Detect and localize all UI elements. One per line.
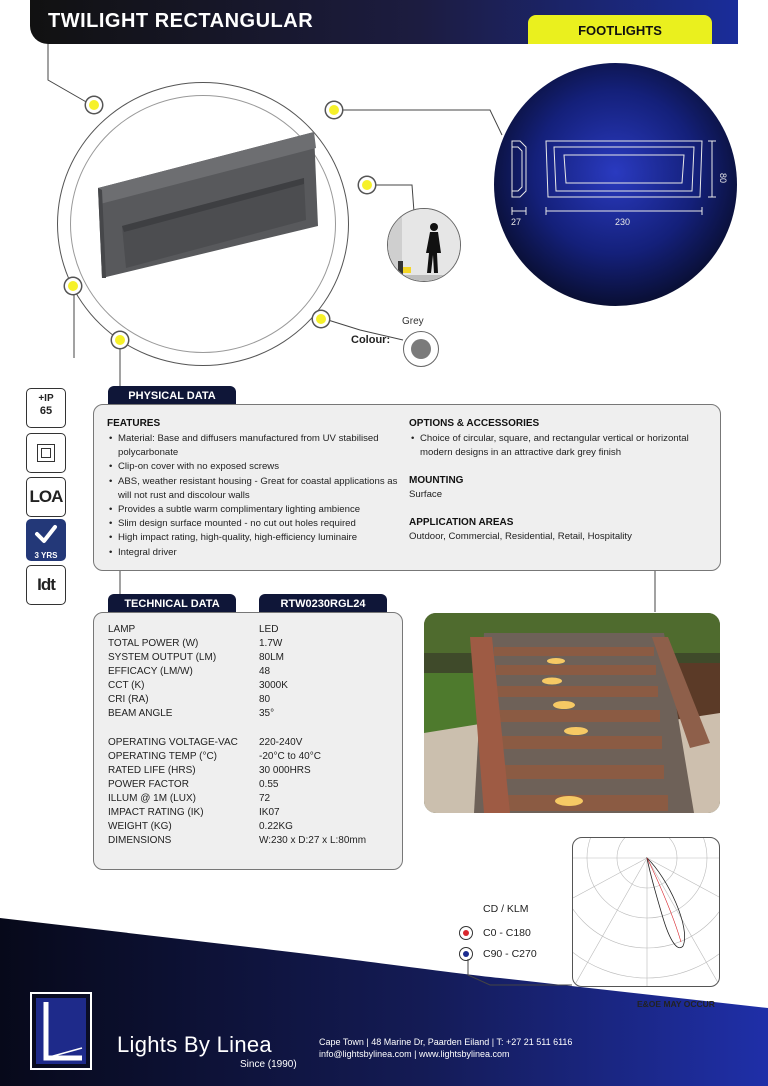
disclaimer: E&OE MAY OCCUR	[637, 999, 715, 1009]
options-list	[409, 432, 705, 460]
contact-email-web: info@lightsbylinea.com | www.lightsbylinea.com	[319, 1049, 510, 1059]
product-fixture-image	[92, 128, 322, 280]
table-row	[108, 737, 398, 751]
table-row	[108, 751, 398, 765]
list-item: • Choice of circular, square, and rectangular vertical or horizontal modern designs in an attractive dark grey finish	[409, 432, 705, 460]
lights-by-linea-logo	[30, 992, 92, 1070]
colour-swatch-fill	[411, 339, 431, 359]
table-row	[108, 779, 398, 793]
callout-dot	[359, 177, 375, 193]
idt-badge: Idt	[26, 565, 66, 605]
tech-value: LED	[259, 624, 279, 635]
tech-value: 80LM	[259, 652, 285, 663]
table-row	[108, 821, 398, 835]
tech-value: 35°	[259, 708, 275, 719]
stairs-photo-illustration	[424, 613, 720, 813]
tech-key: RATED LIFE (HRS)	[108, 765, 196, 776]
physical-data-tab: PHYSICAL DATA	[108, 386, 236, 405]
callout-dot	[112, 332, 128, 348]
brand-name: Lights By Linea	[117, 1032, 272, 1057]
callout-dot	[65, 278, 81, 294]
tech-key: BEAM ANGLE	[108, 708, 173, 719]
options-heading: OPTIONS & ACCESSORIES	[409, 418, 540, 429]
table-row	[108, 652, 398, 666]
list-item: • Integral driver	[107, 546, 399, 560]
tech-value: 80	[259, 694, 271, 705]
table-row	[108, 765, 398, 779]
tech-value: 30 000HRS	[259, 765, 311, 776]
colour-swatch	[403, 331, 439, 367]
tech-key: SYSTEM OUTPUT (LM)	[108, 652, 217, 663]
tech-key: CCT (K)	[108, 680, 145, 691]
application-photo	[424, 613, 720, 813]
list-item: • Material: Base and diffusers manufactured from UV stabilised polycarbonate	[107, 432, 399, 460]
contact-address: Cape Town | 48 Marine Dr, Paarden Eiland | T: +27 21 511 6116	[319, 1037, 573, 1047]
table-row	[108, 694, 398, 708]
checkmark-icon	[34, 523, 58, 545]
tech-key: TOTAL POWER (W)	[108, 638, 199, 649]
product-code-tab: RTW0230RGL24	[259, 594, 387, 613]
application-areas-heading: APPLICATION AREAS	[409, 517, 514, 528]
person-silhouette-icon	[388, 209, 461, 282]
mounting-value: Surface	[409, 489, 443, 500]
colour-label: Colour:	[351, 334, 391, 346]
polar-connector-line	[460, 955, 660, 995]
tech-value: 3000K	[259, 680, 288, 691]
brand-since: Since (1990)	[240, 1059, 297, 1070]
category-tab: FOOTLIGHTS	[528, 15, 712, 44]
warranty-years: 3 YRS	[34, 551, 58, 560]
tech-key: DIMENSIONS	[108, 835, 172, 846]
list-item: • Slim design surface mounted - no cut out holes required	[107, 517, 399, 531]
features-list	[107, 432, 399, 560]
table-row	[108, 680, 398, 694]
colour-name: Grey	[402, 316, 424, 327]
loa-badge: LOA	[26, 477, 66, 517]
list-item: • Provides a subtle warm complimentary lighting ambience	[107, 503, 399, 517]
table-row	[108, 793, 398, 807]
dim-height: 80	[718, 173, 728, 184]
callout-dot	[313, 311, 329, 327]
tech-key: WEIGHT (KG)	[108, 821, 172, 832]
table-row	[108, 835, 398, 849]
tech-key: OPERATING TEMP (°C)	[108, 751, 218, 762]
tech-value: IK07	[259, 807, 280, 818]
list-item: • ABS, weather resistant housing - Great for coastal applications as will not rust and discolour walls	[107, 475, 399, 503]
tech-key: ILLUM @ 1M (LUX)	[108, 793, 196, 804]
ip-label: +IP	[38, 393, 54, 404]
dim-length: 230	[615, 217, 631, 227]
list-item: • Clip-on cover with no exposed screws	[107, 460, 399, 474]
table-row	[108, 807, 398, 821]
warranty-badge	[26, 519, 66, 561]
mounting-heading: MOUNTING	[409, 475, 464, 486]
ip-value: 65	[39, 405, 53, 417]
callout-dot	[326, 102, 342, 118]
dim-depth: 27	[511, 217, 522, 227]
table-row	[108, 624, 398, 638]
dimension-diagram	[494, 63, 737, 306]
legend-c0-label: C0 - C180	[483, 927, 531, 939]
tech-key: CRI (RA)	[108, 694, 149, 705]
tech-value: 72	[259, 793, 271, 804]
table-row	[108, 638, 398, 652]
tech-key: OPERATING VOLTAGE-VAC	[108, 737, 238, 748]
callout-dot	[86, 97, 102, 113]
ip-rating-badge	[26, 388, 66, 428]
tech-value: 0.22KG	[259, 821, 293, 832]
tech-value: 1.7W	[259, 638, 283, 649]
tech-value: 48	[259, 666, 271, 677]
product-title: TWILIGHT RECTANGULAR	[48, 10, 314, 32]
tech-value: 220-240V	[259, 737, 303, 748]
tech-value: -20°C to 40°C	[259, 751, 321, 762]
features-heading: FEATURES	[107, 418, 161, 429]
tech-key: LAMP	[108, 624, 136, 635]
tech-value: W:230 x D:27 x L:80mm	[259, 835, 367, 846]
table-row	[108, 666, 398, 680]
list-item: • High impact rating, high-quality, high-efficiency luminaire	[107, 531, 399, 545]
tech-key: IMPACT RATING (IK)	[108, 807, 204, 818]
scale-silhouette-image	[387, 208, 461, 282]
application-areas-value: Outdoor, Commercial, Residential, Retail, Hospitality	[409, 531, 632, 542]
tech-key: POWER FACTOR	[108, 779, 189, 790]
tech-value: 0.55	[259, 779, 279, 790]
table-row	[108, 708, 398, 722]
tech-key: EFFICACY (LM/W)	[108, 666, 193, 677]
legend-c90-label: C90 - C270	[483, 948, 537, 960]
class-ii-insulation-icon	[26, 433, 66, 473]
polar-unit-label: CD / KLM	[483, 903, 529, 915]
technical-data-tab: TECHNICAL DATA	[108, 594, 236, 613]
